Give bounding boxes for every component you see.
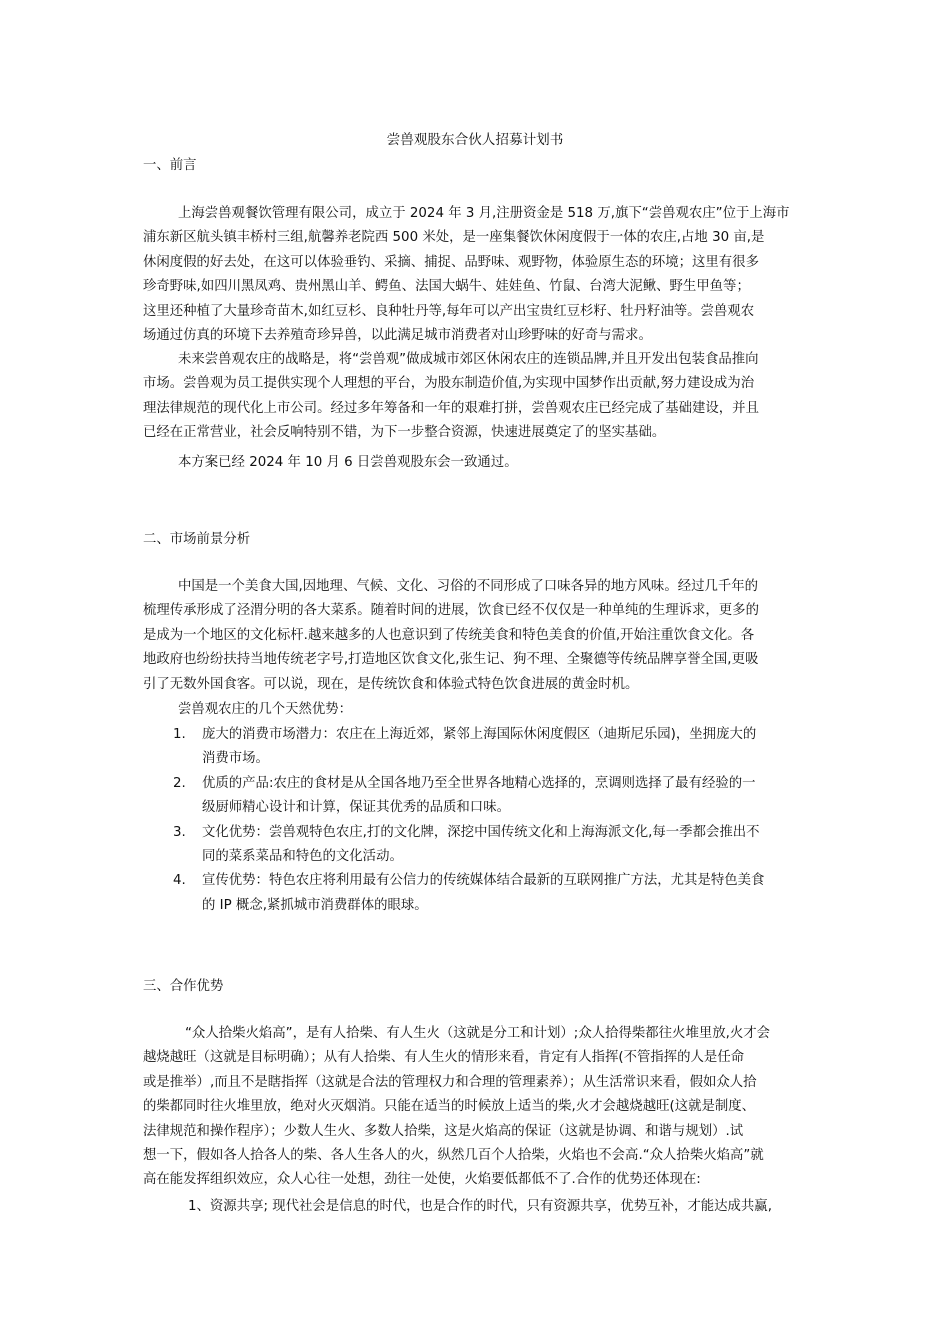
- paragraph-advantages-intro: [143, 698, 813, 722]
- text-line: 或是推举）,而且不是瞎指挥（这就是合法的管理权力和合理的管理素养）；从生活常识来看，假如众人拾: [143, 1074, 757, 1090]
- text-line: 级厨师精心设计和计算，保证其优秀的品质和口味。: [202, 800, 510, 816]
- text-line: “众人拾柴火焰高”，是有人拾柴、有人生火（这就是分工和计划）;众人拾得柴都往火堆里放,火才会: [185, 1026, 771, 1041]
- text-line: 文化优势：尝兽观特色农庄,打的文化牌，深挖中国传统文化和上海海派文化,每一季都会推出不: [202, 824, 760, 840]
- text-line: 想一下，假如各人拾各人的柴、各人生各人的火，纵然几百个人拾柴，火焰也不会高.“众人拾柴火焰高”就: [143, 1148, 764, 1164]
- paragraph-strategy: [143, 348, 813, 446]
- text-line: 中国是一个美食大国,因地理、气候、文化、习俗的不同形成了口味各异的地方风味。经过几千年的: [178, 579, 759, 594]
- text-line: 优质的产品:农庄的食材是从全国各地乃至全世界各地精心选择的，烹调则选择了最有经验的一: [202, 775, 756, 791]
- text-line: 越烧越旺（这就是目标明确）；从有人拾柴、有人生火的情形来看，肯定有人指挥(不管指挥的人是任命: [143, 1050, 745, 1066]
- text-line: 宣传优势：特色农庄将利用最有公信力的传统媒体结合最新的互联网推广方法，尤其是特色美食: [202, 873, 765, 889]
- list-item-text: [202, 869, 813, 918]
- text-line: 本方案已经 2024 年 10 月 6 日尝兽观股东会一致通过。: [178, 455, 518, 470]
- list-item-text: [202, 723, 813, 772]
- paragraph-market-analysis: [143, 575, 813, 697]
- list-item: [143, 723, 813, 772]
- list-item-text: [202, 821, 813, 870]
- text-line: 珍奇野味,如四川黑凤鸡、贵州黑山羊、鳄鱼、法国大蜗牛、娃娃鱼、竹鼠、台湾大泥鳅、野生甲鱼等；: [143, 279, 750, 295]
- list-item-number: 3.: [173, 824, 186, 840]
- text-line: 庞大的消费市场潜力：农庄在上海近郊，紧邻上海国际休闲度假区（迪斯尼乐园)，坐拥庞大的: [202, 727, 757, 742]
- document-title: 尝兽观股东合伙人招募计划书: [386, 132, 564, 148]
- section-heading-preface: 一、前言: [143, 158, 197, 173]
- text-line: 地政府也纷纷扶持当地传统老字号,打造地区饮食文化,张生记、狗不理、全聚德等传统品牌享誉全国,更吸: [143, 652, 759, 668]
- text-line: 梳理传承形成了泾渭分明的各大菜系。随着时间的进展，饮食已经不仅仅是一种单纯的生理诉求，更多的: [143, 603, 759, 619]
- text-line: 上海尝兽观餐饮管理有限公司，成立于 2024 年 3 月,注册资金是 518 万,旗下“尝兽观农庄”位于上海市: [178, 206, 790, 221]
- list-item-number: 4.: [173, 873, 186, 889]
- section-heading-cooperation: 三、合作优势: [143, 979, 224, 994]
- paragraph-cooperation: [143, 1022, 813, 1193]
- list-item: [143, 772, 813, 821]
- text-line: 是成为一个地区的文化标杆.越来越多的人也意识到了传统美食和特色美食的价值,开始注重饮食文化。各: [143, 627, 755, 643]
- text-line: 的 IP 概念,紧抓城市消费群体的眼球。: [202, 897, 428, 913]
- paragraph-resource-sharing: [143, 1195, 813, 1219]
- text-line: 同的菜系菜品和特色的文化活动。: [202, 849, 403, 865]
- list-item: [143, 869, 813, 918]
- list-item-text: [202, 772, 813, 821]
- list-item-number: 2.: [173, 775, 186, 791]
- advantages-list: [143, 723, 813, 918]
- section-heading-market: 二、市场前景分析: [143, 532, 251, 547]
- text-line: 的柴都同时往火堆里放，绝对火灭烟消。只能在适当的时候放上适当的柴,火才会越烧越旺(这就是制度、: [143, 1099, 756, 1115]
- text-line: 已经在正常营业，社会反响特别不错，为下一步整合资源，快速进展奠定了的坚实基础。: [143, 425, 666, 441]
- text-line: 引了无数外国食客。可以说，现在，是传统饮食和体验式特色饮食进展的黄金时机。: [143, 676, 639, 692]
- text-line: 休闲度假的好去处，在这可以体验垂钓、采摘、捕捉、品野味、观野物，体验原生态的环境；这里有很多: [143, 254, 759, 270]
- text-line: 消费市场。: [202, 751, 269, 767]
- paragraph-approval: [143, 451, 813, 475]
- paragraph-company-intro: [143, 202, 813, 348]
- list-item-number: 1.: [173, 727, 186, 742]
- text-line: 高在能发挥组织效应，众人心往一处想，劲往一处使，火焰要低都低不了.合作的优势还体现在:: [143, 1172, 701, 1188]
- list-item: [143, 821, 813, 870]
- text-line: 场通过仿真的环境下去养殖奇珍异兽，以此满足城市消费者对山珍野味的好奇与需求。: [143, 328, 652, 344]
- text-line: 市场。尝兽观为员工提供实现个人理想的平台，为股东制造价值,为实现中国梦作出贡献,努力建设成为治: [143, 376, 755, 392]
- text-line: 法律规范和操作程序）；少数人生火、多数人拾柴，这是火焰高的保证（这就是协调、和谐与规划）.试: [143, 1123, 744, 1139]
- text-line: 这里还种植了大量珍奇苗木,如红豆杉、良种牡丹等,每年可以产出宝贵红豆杉籽、牡丹籽油等。尝兽观农: [143, 303, 755, 319]
- text-line: 理法律规范的现代化上市公司。经过多年筹备和一年的艰难打拼，尝兽观农庄已经完成了基础建设，并且: [143, 400, 759, 416]
- text-line: 浦东新区航头镇丰桥村三组,航馨养老院西 500 米处，是一座集餐饮休闲度假于一体的农庄,占地 30 亩,是: [143, 230, 765, 246]
- text-line: 尝兽观农庄的几个天然优势：: [178, 702, 353, 717]
- text-line: 1、资源共享; 现代社会是信息的时代，也是合作的时代，只有资源共享，优势互补，才能达成共赢,: [188, 1199, 772, 1214]
- text-line: 未来尝兽观农庄的战略是，将“尝兽观”做成城市郊区休闲农庄的连锁品牌,并且开发出包装食品推向: [178, 352, 759, 367]
